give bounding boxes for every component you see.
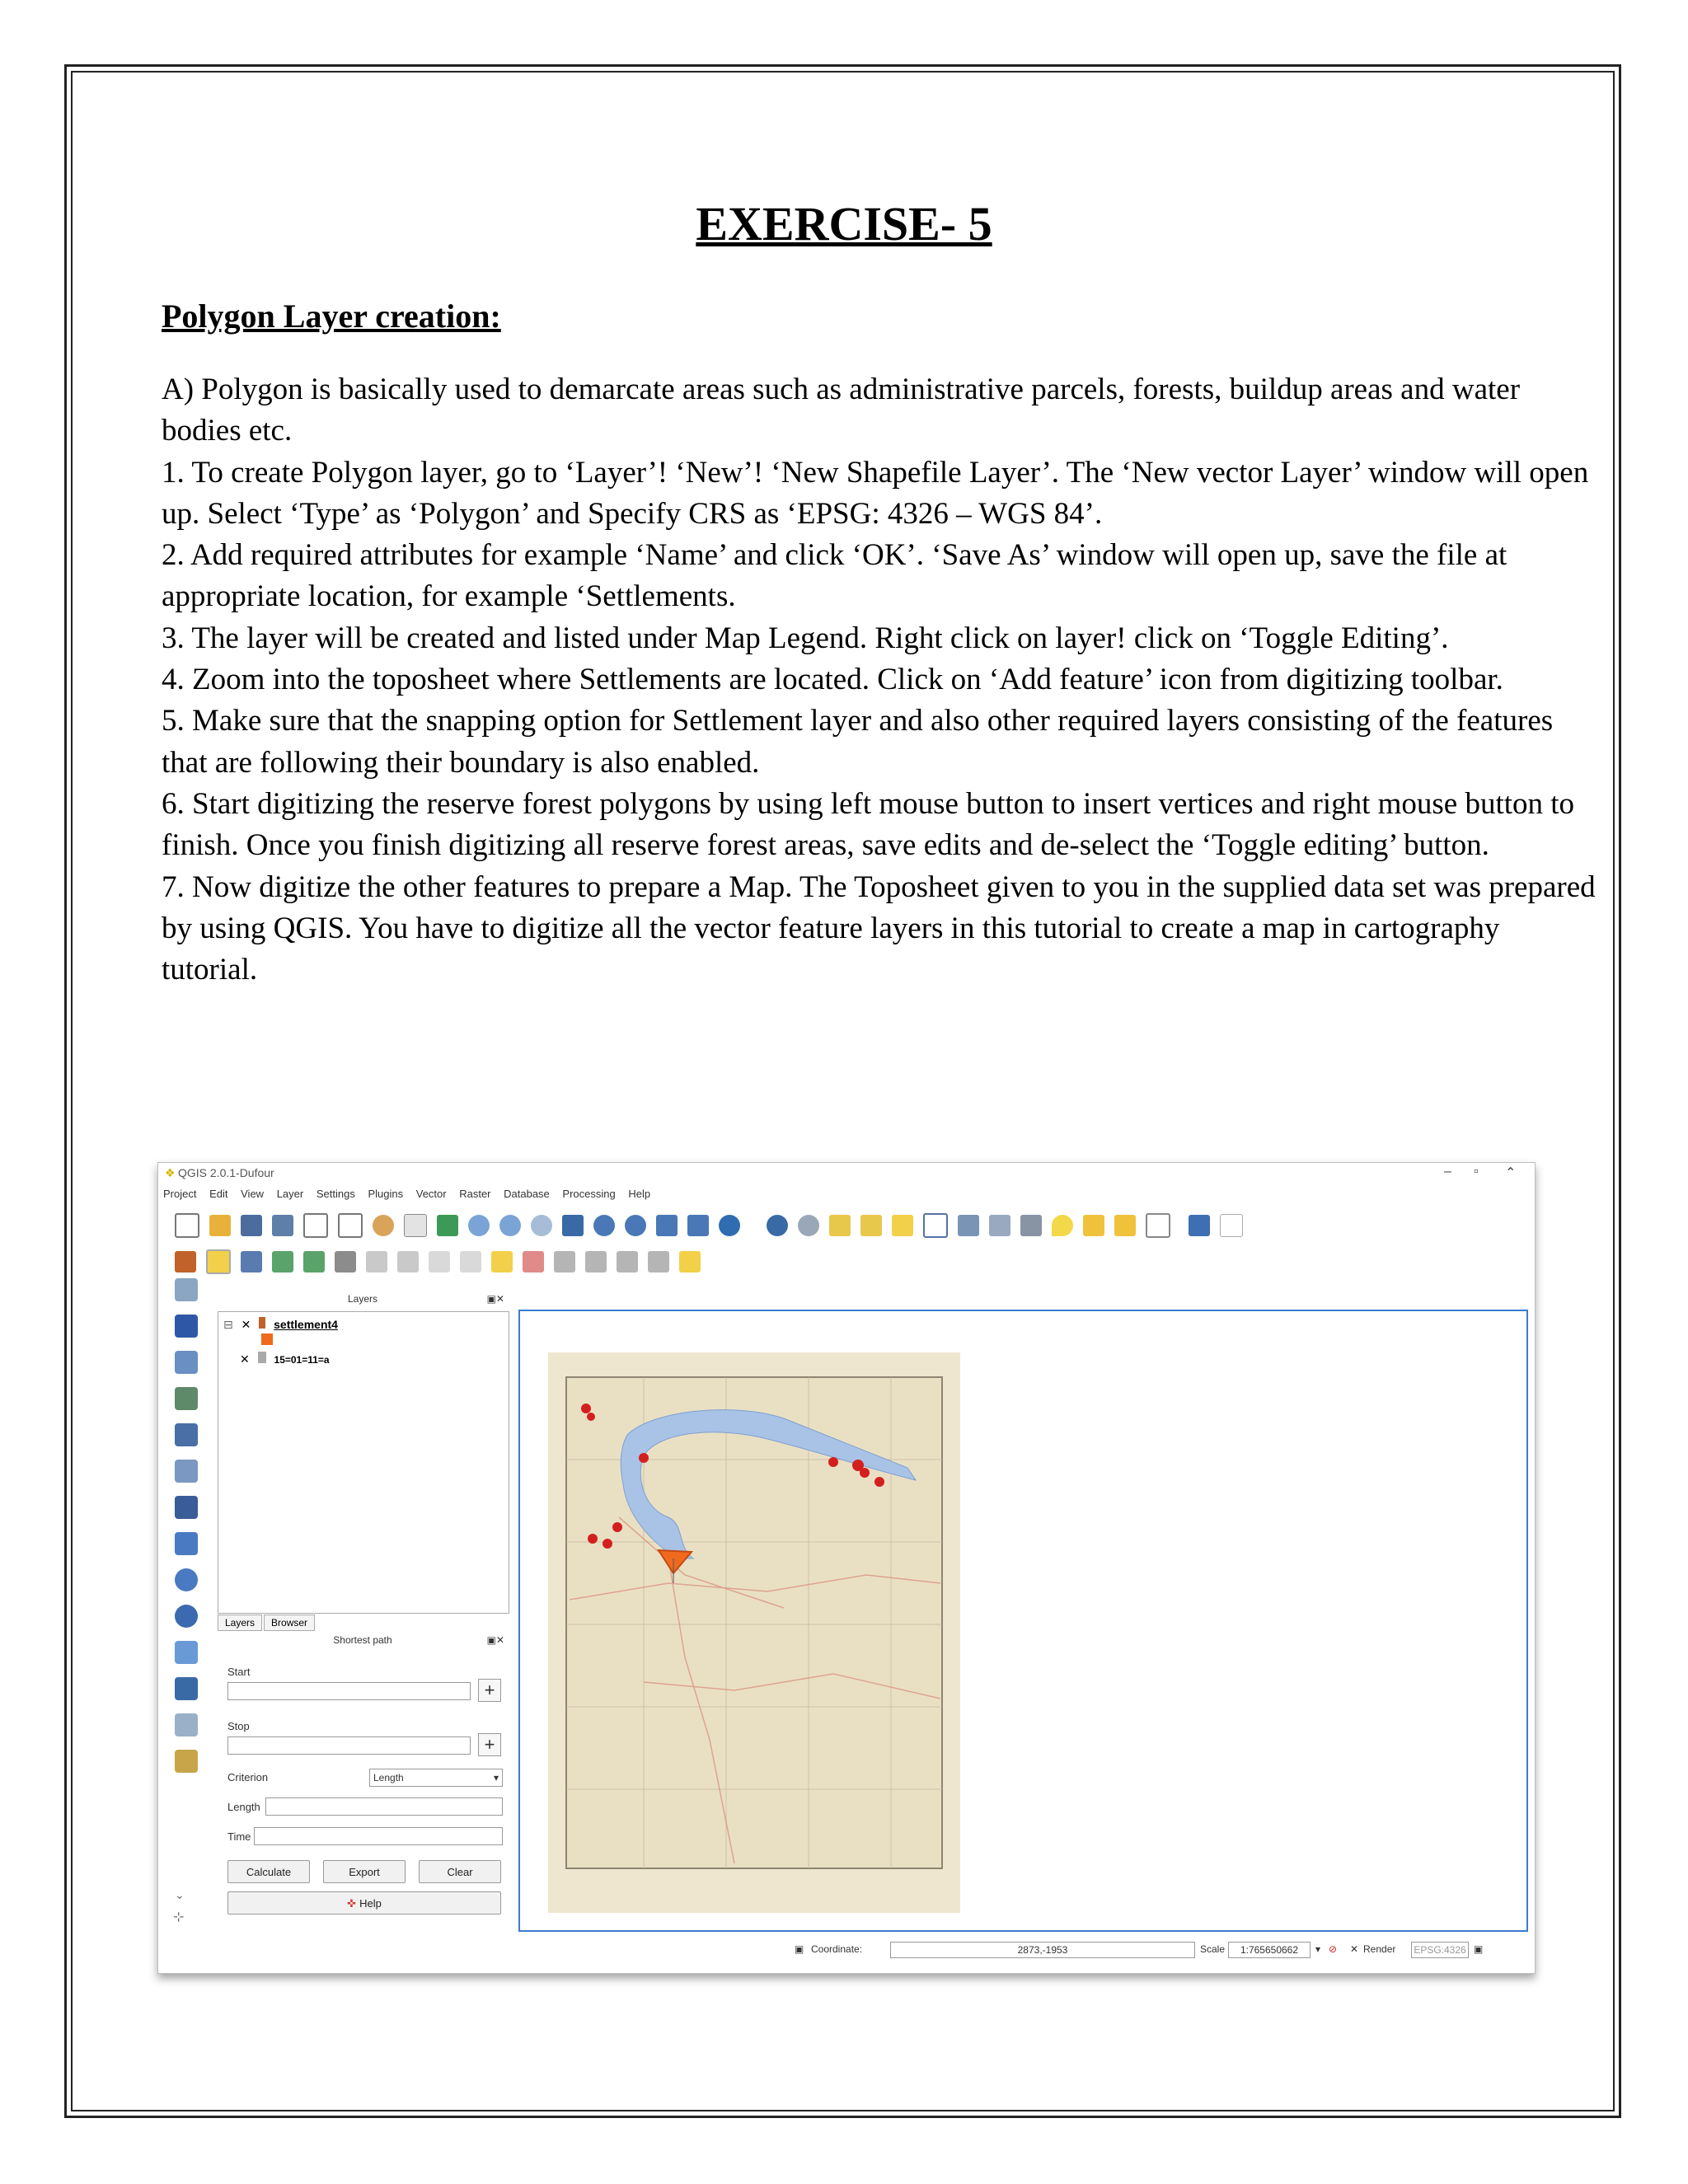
time-field[interactable] <box>254 1827 503 1845</box>
menu-plugins[interactable]: Plugins <box>368 1188 404 1200</box>
restore-button[interactable]: ▫ <box>1474 1165 1479 1179</box>
select-by-expression-icon[interactable] <box>860 1215 882 1236</box>
menu-bar <box>163 1188 660 1204</box>
zoom-in-icon[interactable] <box>468 1215 490 1236</box>
expression-icon[interactable] <box>923 1213 948 1238</box>
measure-icon[interactable] <box>1020 1215 1042 1236</box>
paragraph: 2. Add required attributes for example ‘Name’ and click ‘OK’. ‘Save As’ window will open up, save the file at appropriate location, for example ‘Settlements. <box>162 538 1507 614</box>
start-input[interactable] <box>227 1682 471 1700</box>
section-heading: Polygon Layer creation: <box>162 298 501 335</box>
text-annotation-icon[interactable] <box>1146 1213 1170 1238</box>
visibility-checkbox[interactable]: ✕ <box>241 1318 251 1331</box>
layer-symbol <box>261 1333 273 1345</box>
new-shapefile-layer-icon[interactable] <box>175 1677 198 1700</box>
pin-labels-icon[interactable] <box>523 1251 544 1272</box>
add-mssql-layer-icon[interactable] <box>175 1423 198 1446</box>
coordinate-label: Coordinate: <box>811 1943 863 1955</box>
label-icon[interactable] <box>491 1251 513 1272</box>
start-add-button[interactable]: + <box>478 1679 501 1702</box>
layer-name: 15=01=11=a <box>274 1354 330 1366</box>
menu-database[interactable]: Database <box>504 1188 550 1200</box>
shortest-path-title: Shortest path <box>333 1634 392 1646</box>
save-project-icon[interactable] <box>241 1215 262 1236</box>
save-edits-icon[interactable] <box>241 1251 262 1272</box>
raster-icon <box>258 1352 266 1363</box>
menu-view[interactable]: View <box>241 1188 265 1200</box>
shortest-path-header <box>218 1634 508 1646</box>
paragraph: 5. Make sure that the snapping option for Settlement layer and also other required layers consisting of the features that are following their boundary is also enabled. <box>162 704 1554 780</box>
select-features-icon[interactable] <box>829 1215 851 1236</box>
stop-render-icon[interactable]: ⊘ <box>1329 1943 1338 1955</box>
menu-layer[interactable]: Layer <box>276 1188 304 1200</box>
left-toolbar <box>175 1278 206 1786</box>
status-bar <box>158 1935 1535 1968</box>
zoom-full-icon[interactable] <box>562 1215 584 1236</box>
render-checkbox[interactable]: ✕ <box>1350 1943 1359 1955</box>
zoom-actual-icon[interactable] <box>531 1215 552 1236</box>
move-label-icon[interactable] <box>585 1251 607 1272</box>
pencil-icon <box>259 1317 265 1329</box>
open-project-icon[interactable] <box>209 1215 231 1236</box>
help-icon: ✜ <box>347 1897 357 1910</box>
scale-label: Scale <box>1200 1943 1226 1955</box>
panel-tabs <box>218 1615 316 1631</box>
node-tool-icon[interactable] <box>335 1251 356 1272</box>
length-label: Length <box>227 1801 260 1813</box>
paste-features-icon[interactable] <box>460 1251 481 1272</box>
paragraph: A) Polygon is basically used to demarcate areas such as administrative parcels, forests, buildup areas and water bodies etc. <box>162 373 1521 448</box>
paragraph: 4. Zoom into the toposheet where Settlements are located. Click on ‘Add feature’ icon from digitizing toolbar. <box>162 663 1503 697</box>
menu-project[interactable]: Project <box>163 1188 197 1200</box>
length-field[interactable] <box>265 1797 503 1816</box>
map-tips-icon[interactable] <box>1052 1215 1073 1236</box>
add-oracle-layer-icon[interactable] <box>175 1460 198 1483</box>
current-edits-icon[interactable] <box>175 1251 196 1272</box>
scale-dropdown-icon[interactable]: ▾ <box>1315 1943 1321 1955</box>
paragraph: 6. Start digitizing the reserve forest polygons by using left mouse button to insert vertices and right mouse button to finish. Once you finish digitizing all reserve forest areas, save edits and de-select the ‘Toggle editing’ button. <box>162 786 1575 863</box>
window-title: QGIS 2.0.1-Dufour <box>178 1166 274 1179</box>
menu-help[interactable]: Help <box>628 1188 651 1200</box>
pan-map-icon[interactable] <box>373 1215 394 1236</box>
menu-edit[interactable]: Edit <box>209 1188 228 1200</box>
add-wcs-layer-icon[interactable] <box>175 1532 198 1555</box>
add-gps-layer-icon[interactable] <box>175 1641 198 1664</box>
close-icon[interactable]: ▣✕ <box>486 1293 504 1305</box>
help-button[interactable] <box>227 1891 501 1915</box>
layers-panel-title: Layers <box>347 1293 378 1305</box>
close-icon[interactable]: ▣✕ <box>486 1634 504 1646</box>
help-label: Help <box>359 1897 382 1910</box>
scale-field[interactable]: 1:765650662 <box>1228 1942 1311 1958</box>
add-vector-layer-icon[interactable] <box>175 1278 198 1301</box>
stop-label: Stop <box>227 1720 250 1732</box>
paragraph: 3. The layer will be created and listed under Map Legend. Right click on layer! click on ‘Toggle Editing’. <box>162 621 1449 655</box>
change-label-icon[interactable] <box>648 1251 669 1272</box>
coordinate-field[interactable]: 2873,-1953 <box>890 1942 1195 1958</box>
calculate-button[interactable]: Calculate <box>227 1860 310 1883</box>
paragraph: 7. Now digitize the other features to prepare a Map. The Toposheet given to you in the supplied data set was prepared by using QGIS. You have to digitize all the vector feature layers in this tutorial to create a map in cartography tutorial. <box>162 869 1596 987</box>
save-as-icon[interactable] <box>272 1215 293 1236</box>
add-postgis-layer-icon[interactable] <box>175 1351 198 1374</box>
layer-item[interactable]: ⊟ ✕ settlement4 <box>223 1318 338 1331</box>
export-button[interactable]: Export <box>323 1860 406 1883</box>
zoom-layer-icon[interactable] <box>625 1215 646 1236</box>
add-wfs-layer-icon[interactable] <box>175 1568 198 1591</box>
toggle-editing-icon[interactable] <box>206 1249 231 1274</box>
add-wms-layer-icon[interactable] <box>175 1496 198 1519</box>
render-label: Render <box>1363 1943 1396 1955</box>
field-calculator-icon[interactable] <box>989 1215 1010 1236</box>
time-label: Time <box>227 1830 251 1843</box>
menu-processing[interactable]: Processing <box>562 1188 616 1200</box>
crs-field[interactable]: EPSG:4326 <box>1411 1942 1469 1958</box>
digitizing-toolbar <box>175 1245 710 1278</box>
move-feature-icon[interactable] <box>303 1251 325 1272</box>
zoom-selection-icon[interactable] <box>593 1215 615 1236</box>
coordinate-icon[interactable]: ▣ <box>795 1943 804 1955</box>
label-properties-icon[interactable] <box>679 1251 701 1272</box>
window-titlebar <box>158 1163 1535 1184</box>
deselect-icon[interactable] <box>892 1215 913 1236</box>
zoom-out-icon[interactable] <box>499 1215 521 1236</box>
pan-hand-icon[interactable] <box>404 1214 427 1237</box>
attribute-table-icon[interactable] <box>958 1215 979 1236</box>
new-bookmark-icon[interactable] <box>1083 1215 1104 1236</box>
minimize-button[interactable]: – <box>1444 1165 1451 1179</box>
stop-add-button[interactable]: + <box>478 1733 501 1756</box>
refresh-icon[interactable] <box>719 1215 740 1236</box>
show-hide-labels-icon[interactable] <box>554 1251 575 1272</box>
show-bookmarks-icon[interactable] <box>1114 1215 1136 1236</box>
stop-input[interactable] <box>227 1736 471 1755</box>
composer-manager-icon[interactable] <box>338 1213 363 1238</box>
qgis-logo-icon: ❖ <box>165 1166 176 1179</box>
add-feature-icon[interactable] <box>272 1251 293 1272</box>
crosshair-icon[interactable]: ⊹ <box>173 1910 185 1924</box>
print-composer-icon[interactable] <box>303 1213 328 1238</box>
add-raster-layer-icon[interactable] <box>175 1315 198 1338</box>
zoom-next-icon[interactable] <box>687 1215 709 1236</box>
identify-icon[interactable] <box>767 1215 788 1236</box>
close-button[interactable]: ⌃ <box>1505 1166 1517 1180</box>
menu-vector[interactable]: Vector <box>415 1188 447 1200</box>
toposheet-map <box>520 1311 1526 1930</box>
layers-panel <box>218 1311 509 1614</box>
main-toolbar <box>175 1209 1253 1242</box>
crs-icon[interactable]: ▣ <box>1474 1943 1484 1955</box>
cut-features-icon[interactable] <box>397 1251 419 1272</box>
exercise-title: EXERCISE- 5 <box>696 197 992 251</box>
zoom-last-icon[interactable] <box>656 1215 678 1236</box>
layer-item[interactable] <box>240 1352 330 1366</box>
feature-action-icon[interactable] <box>798 1215 819 1236</box>
chevron-down-icon: ▾ <box>493 1772 499 1783</box>
criterion-value: Length <box>373 1772 404 1783</box>
qgis-screenshot <box>157 1162 1536 1974</box>
paragraph: 1. To create Polygon layer, go to ‘Layer’! ‘New’! ‘New Shapefile Layer’. The ‘New vector Layer’ window will open up. Select ‘Type’ as ‘Polygon’ and Specify CRS as ‘EPSG: 4326 – WGS 84’. <box>162 455 1589 531</box>
rotate-label-icon[interactable] <box>617 1251 638 1272</box>
add-delimited-text-icon[interactable] <box>175 1605 198 1628</box>
visibility-checkbox[interactable]: ✕ <box>240 1352 250 1366</box>
add-spatialite-layer-icon[interactable] <box>175 1387 198 1410</box>
instructions-text <box>162 369 1596 991</box>
menu-raster[interactable]: Raster <box>459 1188 491 1200</box>
help-contents-icon[interactable] <box>1189 1215 1210 1236</box>
start-label: Start <box>227 1666 251 1678</box>
tab-browser[interactable]: Browser <box>264 1615 315 1631</box>
whats-this-icon[interactable] <box>1220 1214 1243 1237</box>
clear-button[interactable]: Clear <box>419 1860 501 1883</box>
expand-icon[interactable]: ⌄ <box>175 1888 185 1901</box>
criterion-select[interactable] <box>369 1769 503 1787</box>
criterion-label: Criterion <box>227 1771 269 1783</box>
delete-selected-icon[interactable] <box>366 1251 387 1272</box>
pan-to-selection-icon[interactable] <box>437 1215 458 1236</box>
new-spatialite-layer-icon[interactable] <box>175 1713 198 1736</box>
menu-settings[interactable]: Settings <box>316 1188 355 1200</box>
new-project-icon[interactable] <box>175 1213 199 1238</box>
copy-features-icon[interactable] <box>429 1251 450 1272</box>
layer-name: settlement4 <box>274 1318 338 1331</box>
map-canvas[interactable] <box>518 1310 1528 1932</box>
layers-panel-header <box>218 1293 508 1310</box>
tab-layers[interactable]: Layers <box>218 1615 262 1631</box>
plugin-tool-icon[interactable] <box>175 1750 198 1773</box>
